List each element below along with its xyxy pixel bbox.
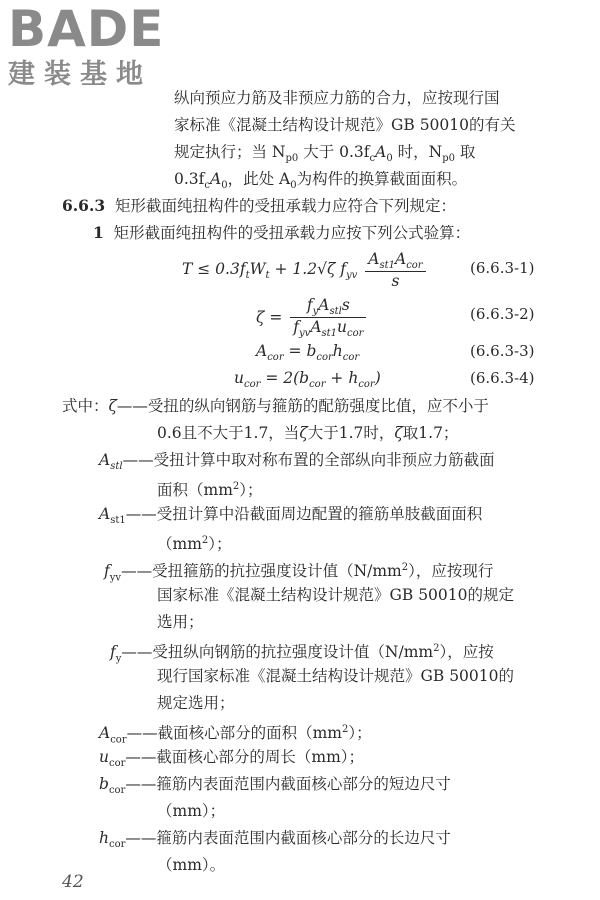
- where-ast1-cont: $(mm^2)$；: [157, 535, 232, 554]
- where-fyv-cont-2: 选用；: [157, 613, 204, 631]
- logo-brand: BADE: [8, 0, 165, 58]
- equation-2: ζ = $\frac{f_yA_{stl}s}{f_{yv}A_{st1}u_{cor}}$: [256, 296, 369, 339]
- where-zeta: 式中：ζ——受扭的纵向钢筋与箍筋的配筋强度比值，应不小于: [62, 397, 489, 415]
- equation-3-label: (6.6.3-3): [470, 342, 535, 360]
- equation-2-label: (6.6.3-2): [470, 305, 535, 323]
- intro-line-1: 纵向预应力筋及非预应力筋的合力，应按现行国: [174, 89, 500, 107]
- where-fyv: $f_{yv}——$受扭箍筋的抗拉强度设计值$(N/mm^2)$，应按现行: [104, 562, 494, 584]
- where-fy: $f_y——$受扭纵向钢筋的抗拉强度设计值$(N/mm^2)$，应按: [110, 643, 494, 665]
- where-zeta-cont: 0.6且不大于1.7，当ζ大于1.7时，ζ取1.7；: [157, 424, 459, 442]
- where-acor: $A_{cor}——$截面核心部分的面积$(mm^2)$；: [99, 724, 372, 746]
- where-astl-cont: 面积$(mm^2)$；: [157, 481, 263, 500]
- where-fy-cont-2: 规定选用；: [157, 694, 235, 712]
- equation-4-label: (6.6.3-4): [470, 369, 535, 387]
- intro-line-3: 规定执行；当 $N_{p0}$ 大于 $0.3f_cA_0$ 时，$N_{p0}$ 取: [174, 143, 476, 165]
- equation-1: $T \le 0.3f_tW_t + 1.2√\zeta$ $f_{yv}$ $\frac{A_{st1}A_{cor}}{s}$: [182, 250, 429, 290]
- where-hcor: $h_{cor}——$箍筋内表面范围内截面核心部分的长边尺寸: [99, 829, 451, 851]
- where-bcor: $b_{cor}——$箍筋内表面范围内截面核心部分的短边尺寸: [99, 775, 451, 797]
- equation-3: $A_{cor} = b_{cor}h_{cor}$: [256, 342, 360, 364]
- where-astl: $A_{stl}——$受扭计算中取对称布置的全部纵向非预应力筋截面: [99, 451, 495, 473]
- where-hcor-cont: （mm）。: [157, 856, 226, 874]
- item-1: [93, 223, 470, 243]
- logo-subtitle: 建装基地: [8, 59, 152, 90]
- section-title: 矩形截面纯扭构件的受扭承载力应符合下列规定：: [115, 197, 457, 215]
- brand-logo: [8, 0, 165, 90]
- page-number: 42: [62, 872, 84, 892]
- where-ast1: $A_{st1}——$受扭计算中沿截面周边配置的箍筋单肢截面面积: [99, 505, 483, 527]
- section-number: 6.6.3: [62, 196, 106, 215]
- item-1-text: 矩形截面纯扭构件的受扭承载力应按下列公式验算：: [113, 224, 471, 242]
- where-fyv-cont-1: 国家标准《混凝土结构设计规范》GB 50010的规定: [157, 586, 515, 604]
- equation-1-label: (6.6.3-1): [470, 259, 535, 277]
- where-fy-cont-1: 现行国家标准《混凝土结构设计规范》GB 50010的: [157, 667, 515, 685]
- section-heading: [62, 196, 456, 216]
- where-bcor-cont: （mm）；: [157, 802, 226, 820]
- where-ucor: $u_{cor}——$截面核心部分的周长（mm）；: [99, 748, 365, 770]
- item-1-number: 1: [93, 223, 104, 242]
- equation-4: $u_{cor} = 2(b_{cor} + h_{cor})$: [234, 369, 381, 391]
- intro-line-2: 家标准《混凝土结构设计规范》GB 50010的有关: [174, 116, 516, 134]
- intro-line-4: $0.3f_cA_0$，此处 $A_0$为构件的换算截面面积。: [174, 170, 468, 192]
